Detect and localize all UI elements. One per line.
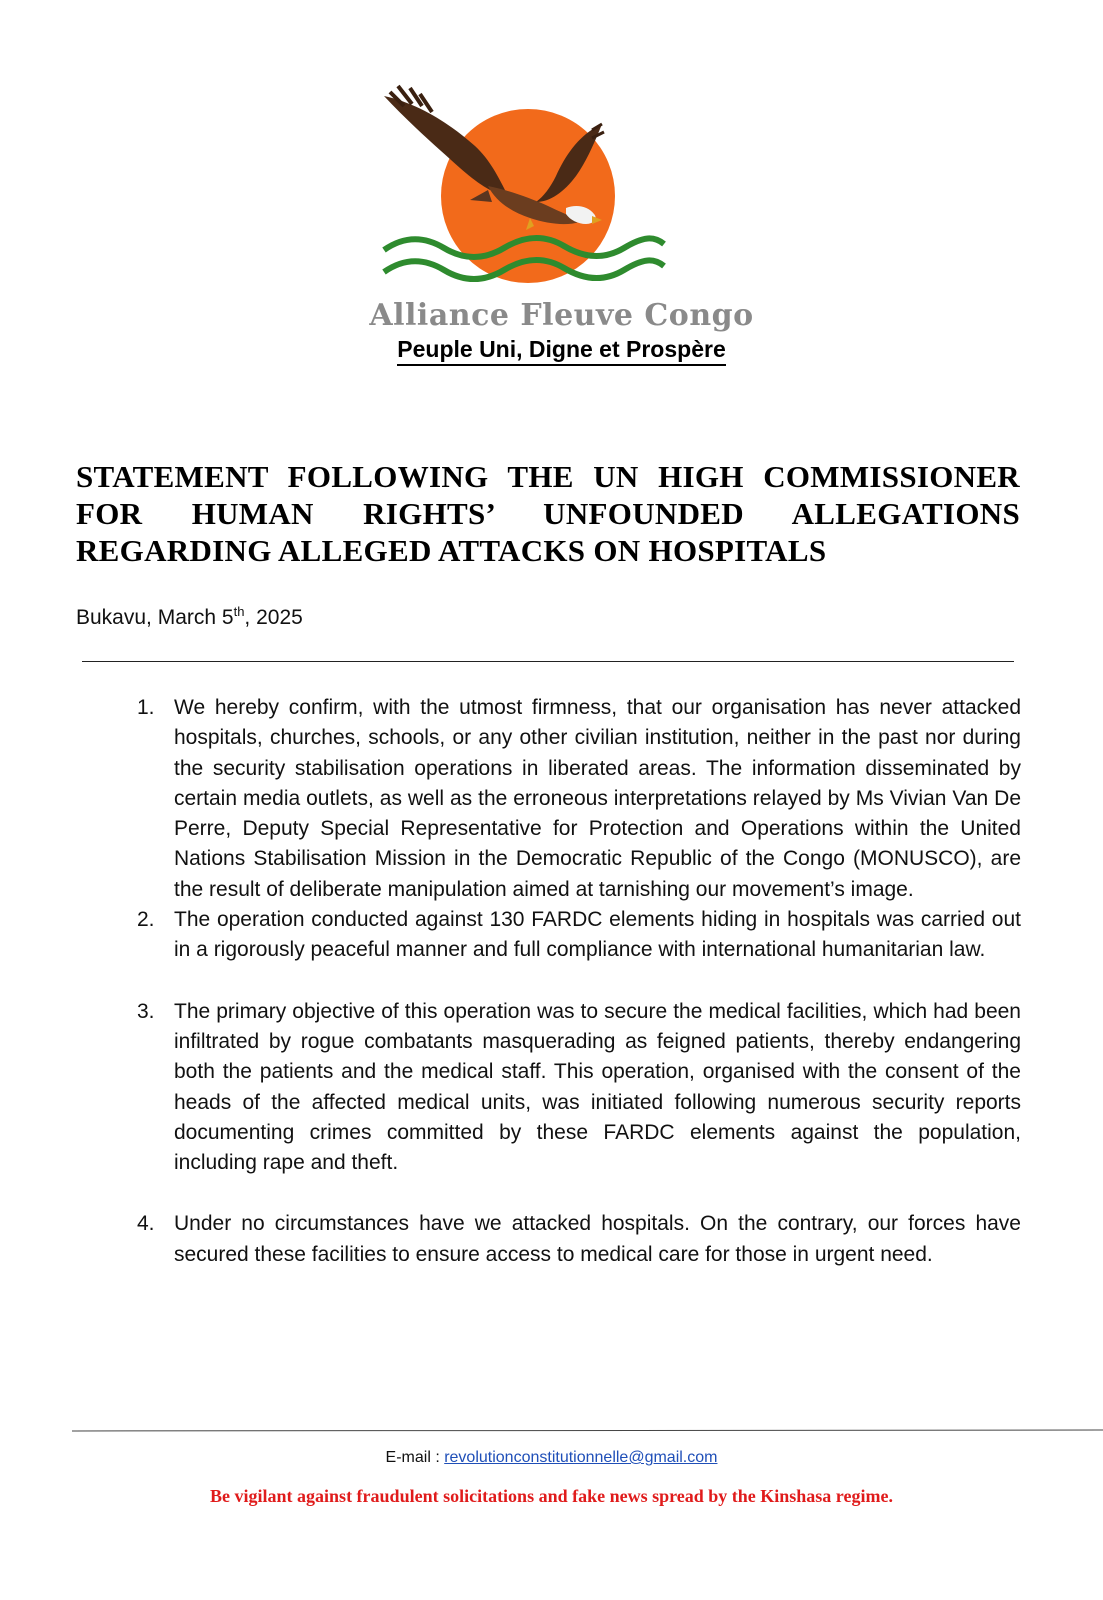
list-item — [137, 693, 1021, 905]
email-label: E-mail : — [385, 1449, 445, 1466]
item-number: 2. — [137, 908, 155, 932]
header-divider — [82, 661, 1014, 662]
item-text: We hereby confirm, with the utmost firmness, that our organisation has never attacked hospitals, churches, schools, or any other civilian institution, neither in the past nor during the security stabilisation operations in liberated areas. The information disseminated by certain media outlets, as well as the erroneous interpretations relayed by Ms Vivian Van De Perre, Deputy Special Representative for Protection and Operations within the United Nations Stabilisation Mission in the Democratic Republic of the Congo (MONUSCO), are the result of deliberate manipulation aimed at tarnishing our movement’s image. — [174, 696, 1021, 901]
item-number: 3. — [137, 999, 155, 1023]
list-item — [137, 905, 1021, 966]
dateline-year: , 2025 — [244, 606, 303, 629]
statement-items — [137, 693, 1021, 1270]
motto-text: Peuple Uni, Digne et Prospère — [397, 336, 725, 366]
dateline-place-date: Bukavu, March 5 — [76, 606, 234, 629]
footer-divider — [72, 1430, 1103, 1432]
dateline — [76, 604, 303, 630]
item-text: The primary objective of this operation was to secure the medical facilities, which had been infiltrated by rogue combatants masquerading as feigned patients, thereby endangering both the patients and the medical staff. This operation, organised with the consent of the heads of the affected medical units, was initiated following numerous security reports documenting crimes committed by these FARDC elements against the population, including rape and theft. — [174, 999, 1021, 1175]
eagle-sun-river-logo-icon — [380, 84, 670, 284]
warning-notice: Be vigilant against fraudulent solicitations and fake news spread by the Kinshasa regime. — [210, 1486, 893, 1506]
item-text: Under no circumstances have we attacked hospitals. On the contrary, our forces have secured these facilities to ensure access to medical care for those in urgent need. — [174, 1212, 1021, 1266]
dateline-suffix: th — [233, 604, 245, 619]
list-item — [137, 1209, 1021, 1270]
email-link[interactable]: revolutionconstitutionnelle@gmail.com — [444, 1449, 718, 1466]
item-number: 1. — [137, 696, 155, 719]
organization-motto — [0, 336, 1103, 363]
item-text: The operation conducted against 130 FARDC elements hiding in hospitals was carried out in a rigorously peaceful manner and full compliance with international humanitarian law. — [174, 908, 1021, 962]
contact-line — [0, 1449, 1103, 1467]
list-item — [137, 997, 1021, 1179]
organization-name: Alliance Fleuve Congo — [369, 298, 754, 333]
statement-title: STATEMENT FOLLOWING THE UN HIGH COMMISSIONER FOR HUMAN RIGHTS’ UNFOUNDED ALLEGATIONS REGARDING ALLEGED ATTACKS ON HOSPITALS — [76, 459, 1020, 568]
item-number: 4. — [137, 1212, 155, 1236]
